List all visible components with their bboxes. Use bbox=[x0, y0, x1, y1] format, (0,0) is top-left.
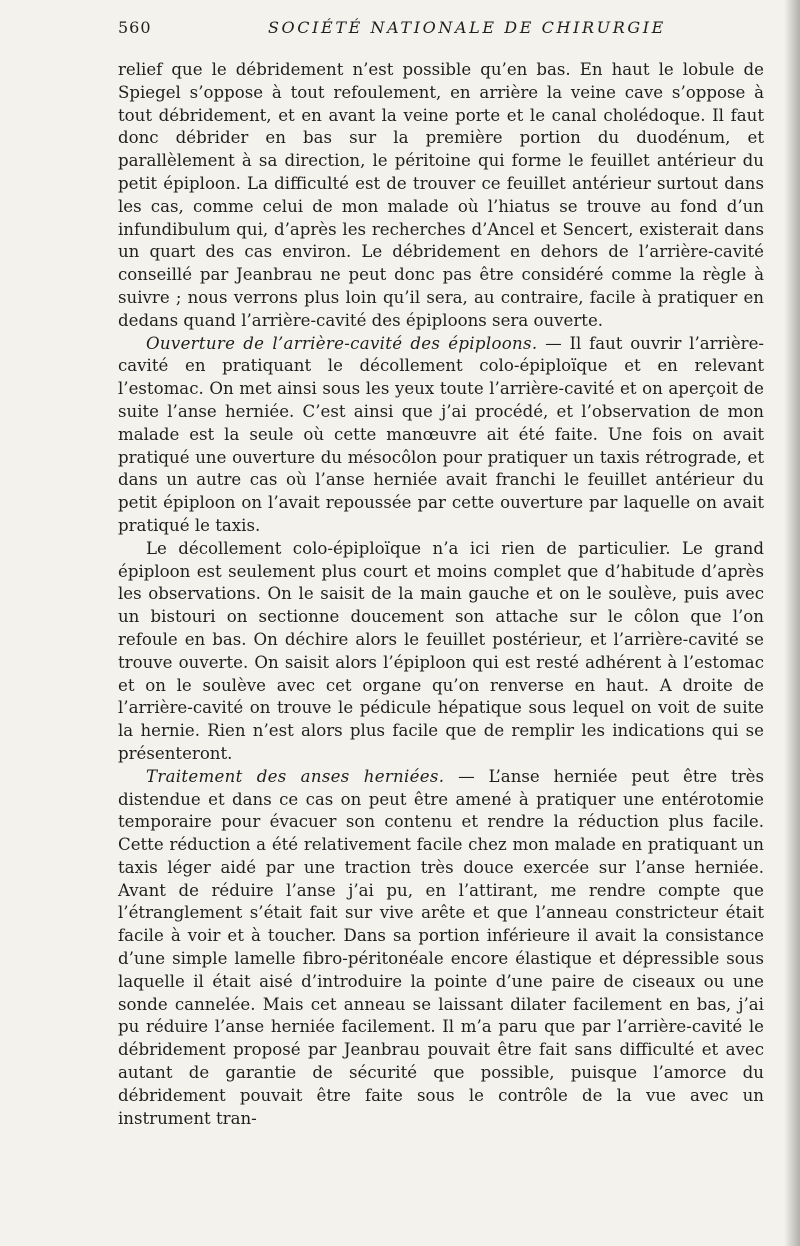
paragraph-3-text: Le décollement colo-épiploïque n’a ici rien de particulier. Le grand épiploon est seulement plus court et moins complet que d’habitude d’après les observations. On le saisit de la main gauche et on le soulève, puis avec un bistouri on sectionne doucement son attache sur le côlon que l’on refoule en bas. On déchire alors le feuillet postérieur, et l’arrière-cavité se trouve ouverte. On saisit alors l’épiploon qui est resté adhérent à l’estomac et on le soulève avec cet organe qu’on renverse en haut. A droite de l’arrière-cavité on trouve le pédicule hépatique sous lequel on voit de suite la hernie. Rien n’est alors plus facile que de remplir les indications qui se présenteront. bbox=[118, 538, 764, 763]
section-heading-ouverture: Ouverture de l’arrière-cavité des épiploons. bbox=[146, 333, 538, 353]
page-header bbox=[118, 18, 762, 44]
scan-edge-shadow bbox=[784, 0, 800, 1246]
paragraph-2 bbox=[118, 333, 764, 538]
paragraph-2-text: — Il faut ouvrir l’arrière-cavité en pratiquant le décollement colo-épiploïque et en relevant l’estomac. On met ainsi sous les yeux toute l’arrière-cavité et on aperçoit de suite l’anse herniée. C’est ainsi que j’ai procédé, et l’observation de mon malade est la seule où cette manœuvre ait été faite. Une fois on avait pratiqué une ouverture du mésocôlon pour pratiquer un taxis rétrograde, et dans un autre cas où l’anse herniée avait franchi le feuillet antérieur du petit épiploon on l’avait repoussée par cette ouverture par laquelle on avait pratiqué le taxis. bbox=[118, 333, 764, 535]
paragraph-1 bbox=[118, 59, 764, 333]
page-number: 560 bbox=[118, 18, 152, 37]
paragraph-1-text: relief que le débridement n’est possible qu’en bas. En haut le lobule de Spiegel s’oppose à tout refoulement, en arrière la veine cave s’oppose à tout débridement, et en avant la veine porte et le canal cholédoque. Il faut donc débrider en bas sur la première portion du duodénum, et parallèlement à sa direction, le péritoine qui forme le feuillet antérieur du petit épiploon. La difficulté est de trouver ce feuillet antérieur surtout dans les cas, comme celui de mon malade où l’hiatus se trouve au fond d’un infundibulum qui, d’après les recherches d’Ancel et Sencert, existerait dans un quart des cas environ. Le débridement en dehors de l’arrière-cavité conseillé par Jeanbrau ne peut donc pas être considéré comme la règle à suivre ; nous verrons plus loin qu’il sera, au contraire, facile à pratiquer en dedans quand l’arrière-cavité des épiploons sera ouverte. bbox=[118, 60, 764, 330]
paragraph-4-text: — L’anse herniée peut être très distendue et dans ce cas on peut être amené à pratiquer une entérotomie temporaire pour évacuer son contenu et rendre la réduction plus facile. Cette réduction a été relativement facile chez mon malade en pratiquant un taxis léger aidé par une traction très douce exercée sur l’anse herniée. Avant de réduire l’anse j’ai pu, en l’attirant, me rendre compte que l’étranglement s’était fait sur vive arête et que l’anneau constricteur était facile à voir et à toucher. Dans sa portion inférieure il avait la consistance d’une simple lamelle fibro-péritonéale encore élastique et dépressible sous laquelle il était aisé d’introduire la pointe d’une paire de ciseaux ou une sonde cannelée. Mais cet anneau se laissant dilater facilement en bas, j’ai pu réduire l’anse herniée facilement. Il m’a paru que par l’arrière-cavité le débridement proposé par Jeanbrau pouvait être fait sans difficulté et avec autant de garantie de sécurité que possible, puisque l’amorce du débridement pouvait être faite sous le contrôle de la vue avec un instrument tran- bbox=[118, 766, 764, 1128]
body-text bbox=[118, 59, 764, 1130]
paragraph-3 bbox=[118, 538, 764, 766]
section-heading-traitement: Traitement des anses herniées. bbox=[146, 766, 445, 786]
running-title: SOCIÉTÉ NATIONALE DE CHIRURGIE bbox=[268, 18, 666, 37]
paragraph-4 bbox=[118, 766, 764, 1131]
